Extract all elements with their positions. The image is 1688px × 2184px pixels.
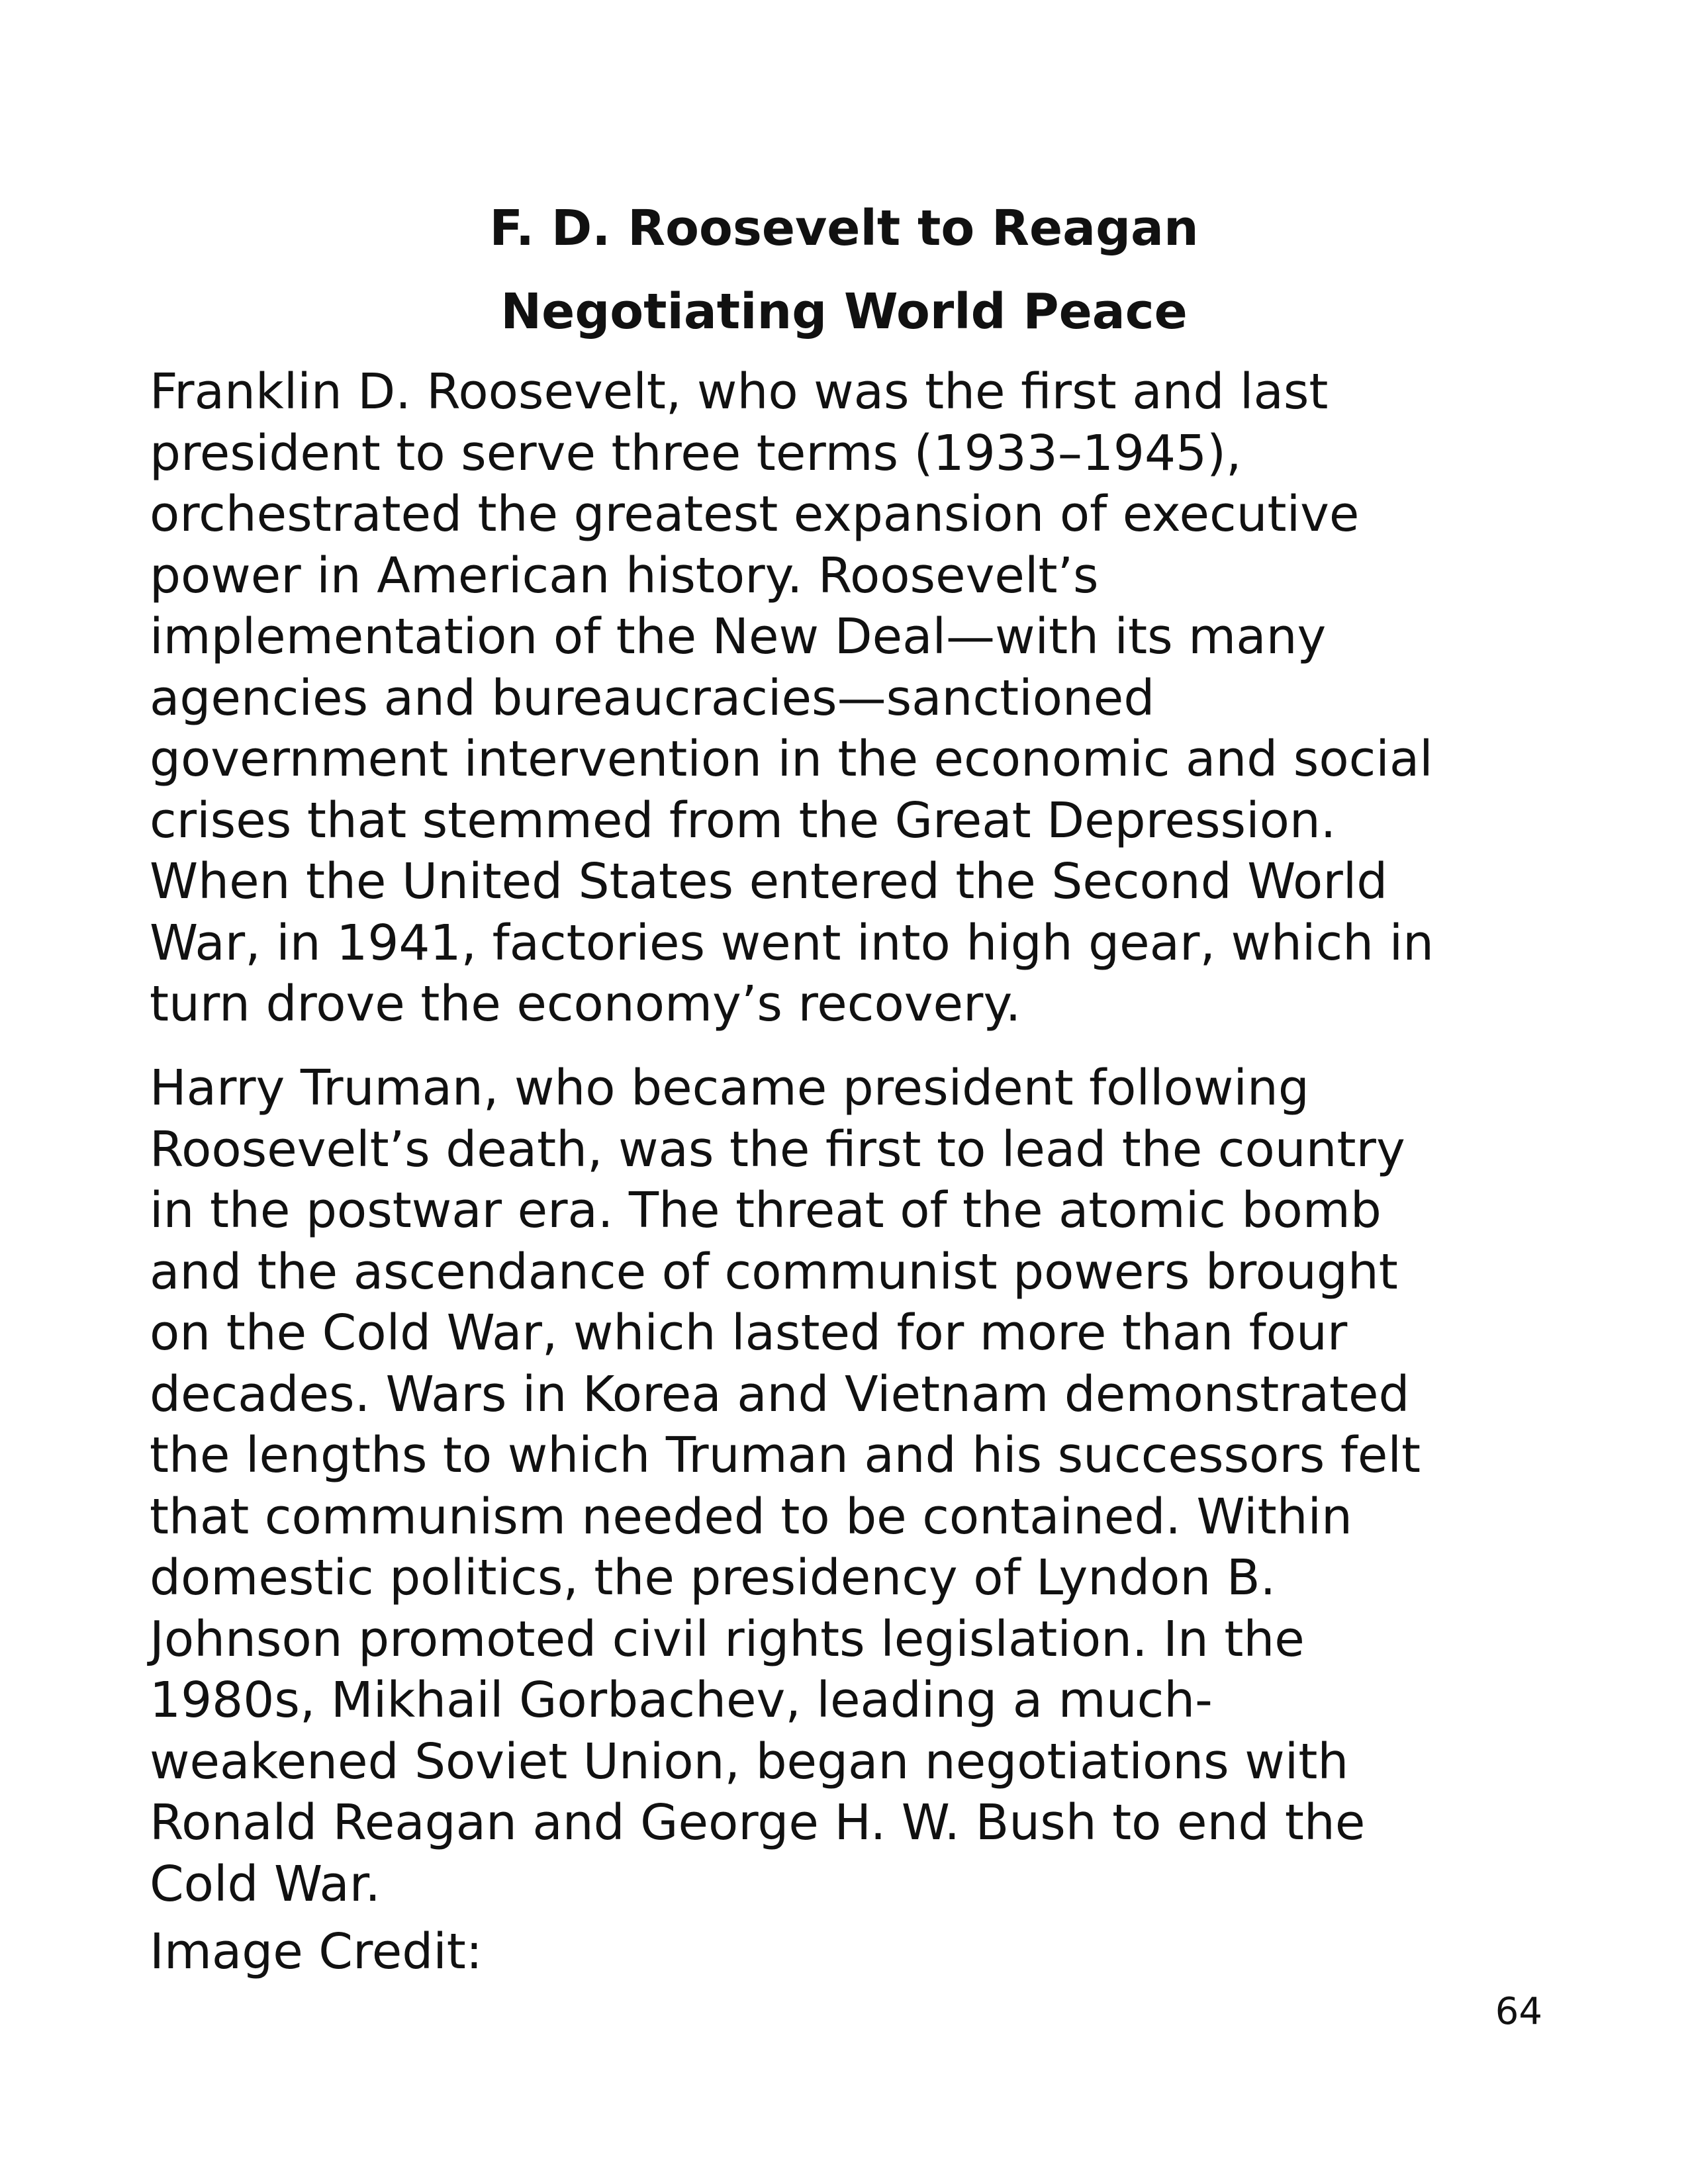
text-line: When the United States entered the Second World xyxy=(150,853,1388,910)
text-line: Ronald Reagan and George H. W. Bush to end the xyxy=(150,1794,1366,1851)
text-line: Cold War. xyxy=(150,1855,381,1913)
text-line: domestic politics, the presidency of Lyndon B. xyxy=(150,1549,1276,1606)
text-line: government intervention in the economic and social xyxy=(150,731,1433,788)
text-line: weakened Soviet Union, began negotiations with xyxy=(150,1733,1349,1790)
page-number: 64 xyxy=(1495,1990,1542,2033)
text-line: implementation of the New Deal—with its many xyxy=(150,608,1327,665)
paragraph-roosevelt xyxy=(150,361,1553,1035)
text-line: in the postwar era. The threat of the atomic bomb xyxy=(150,1182,1382,1239)
text-line: on the Cold War, which lasted for more than four xyxy=(150,1304,1348,1361)
text-line: orchestrated the greatest expansion of executive xyxy=(150,486,1360,543)
page-title: F. D. Roosevelt to Reagan xyxy=(489,200,1199,257)
text-line: president to serve three terms (1933–1945), xyxy=(150,424,1242,482)
text-line: the lengths to which Truman and his successors felt xyxy=(150,1427,1421,1484)
text-line: that communism needed to be contained. Within xyxy=(150,1488,1352,1545)
image-credit xyxy=(150,1921,1553,1983)
text-line: Johnson promoted civil rights legislation. In the xyxy=(150,1610,1305,1668)
text-line: Roosevelt’s death, was the first to lead the country xyxy=(150,1120,1405,1178)
text-line: 1980s, Mikhail Gorbachev, leading a much- xyxy=(150,1672,1213,1729)
text-line: Franklin D. Roosevelt, who was the first and last xyxy=(150,363,1329,420)
text-line: agencies and bureaucracies—sanctioned xyxy=(150,669,1155,727)
image-credit-label: Image Credit: xyxy=(150,1923,483,1980)
paragraph-truman xyxy=(150,1058,1553,1915)
text-line: decades. Wars in Korea and Vietnam demonstrated xyxy=(150,1365,1410,1423)
text-line: and the ascendance of communist powers brought xyxy=(150,1243,1398,1300)
page-subtitle: Negotiating World Peace xyxy=(500,283,1188,340)
text-line: turn drove the economy’s recovery. xyxy=(150,976,1021,1032)
text-line: War, in 1941, factories went into high gear, which in xyxy=(150,914,1434,972)
text-line: crises that stemmed from the Great Depression. xyxy=(150,792,1336,849)
text-line: power in American history. Roosevelt’s xyxy=(150,547,1099,604)
text-line: Harry Truman, who became president following xyxy=(150,1060,1309,1116)
